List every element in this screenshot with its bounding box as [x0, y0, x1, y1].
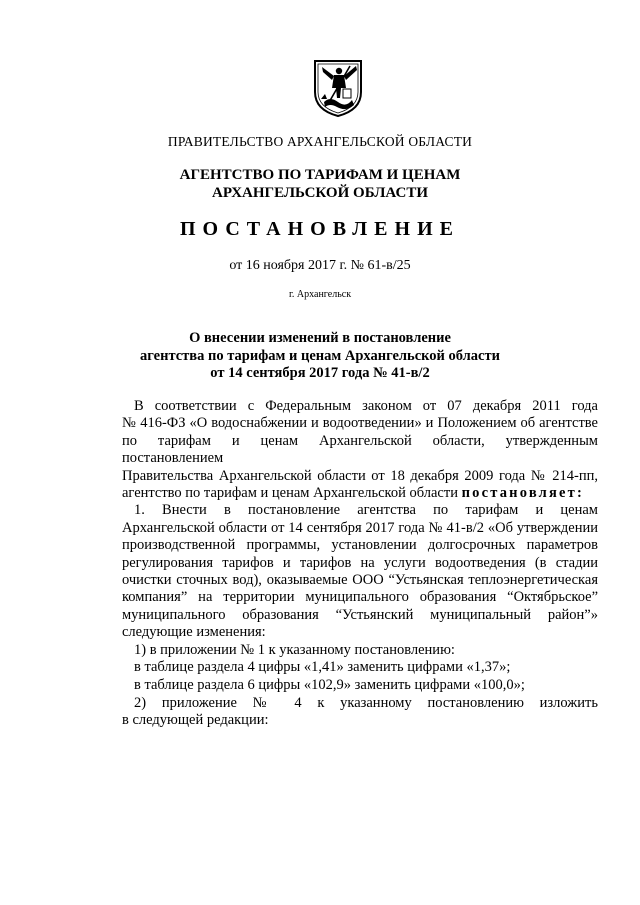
body-line: компания” на территории муниципального образования “Октябрьское” [122, 589, 598, 606]
body-line: Архангельской области от 14 сентября 2017 года № 41-в/2 «Об утверждении [122, 519, 598, 536]
body-line: регулирования тарифов и тарифов на услуги водоотведения (в стадии [122, 554, 598, 571]
document-body [122, 398, 598, 694]
list-item: в таблице раздела 6 цифры «102,9» заменить цифрами «100,0»; [134, 676, 525, 693]
coat-of-arms-icon [312, 58, 364, 118]
agency-name-line1: АГЕНТСТВО ПО ТАРИФАМ И ЦЕНАМ [179, 167, 461, 183]
document-date-number: от 16 ноября 2017 г. № 61-в/25 [229, 258, 411, 273]
body-line: очистки сточных вод), оказываемые ООО “Устьянская теплоэнергетическая [122, 572, 598, 589]
body-line: 2) приложение № 4 к указанному постановлению изложить [134, 695, 598, 711]
body-line: муниципального образования “Устьянский муниципальный район”» [122, 606, 598, 623]
body-line [122, 485, 598, 502]
body-text: агентство по тарифам и ценам Архангельской области [122, 485, 458, 502]
body-line: производственной программы, установлении долгосрочных параметров [122, 537, 598, 554]
resolves-word: постановляет: [461, 485, 585, 502]
agency-name [0, 166, 640, 202]
subject-line2: агентства по тарифам и ценам Архангельской области [140, 347, 500, 364]
government-name: ПРАВИТЕЛЬСТВО АРХАНГЕЛЬСКОЙ ОБЛАСТИ [167, 134, 473, 149]
body-line: по тарифам и ценам Архангельской области, утвержденным постановлением [122, 432, 598, 467]
document-body-continued [122, 695, 598, 730]
document-subject [0, 330, 640, 383]
list-item: 1) в приложении № 1 к указанному постановлению: [134, 641, 455, 658]
list-item: в таблице раздела 4 цифры «1,41» заменить цифрами «1,37»; [134, 659, 511, 676]
agency-name-line2: АРХАНГЕЛЬСКОЙ ОБЛАСТИ [212, 185, 428, 201]
body-line: следующие изменения: [122, 624, 266, 641]
body-line: 1. Внести в постановление агентства по тарифам и ценам [134, 502, 598, 519]
document-city: г. Архангельск [288, 289, 352, 300]
body-line: в следующей редакции: [122, 712, 269, 729]
body-line: № 416-ФЗ «О водоснабжении и водоотведении» и Положением об агентстве [122, 415, 598, 432]
body-line: В соответствии с Федеральным законом от 07 декабря 2011 года [134, 398, 598, 414]
subject-line1: О внесении изменений в постановление [189, 330, 451, 346]
document-type: ПОСТАНОВЛЕНИЕ [180, 218, 460, 240]
subject-line3: от 14 сентября 2017 года № 41-в/2 [210, 365, 430, 381]
body-line: Правительства Архангельской области от 18 декабря 2009 года № 214-пп, [122, 467, 598, 484]
